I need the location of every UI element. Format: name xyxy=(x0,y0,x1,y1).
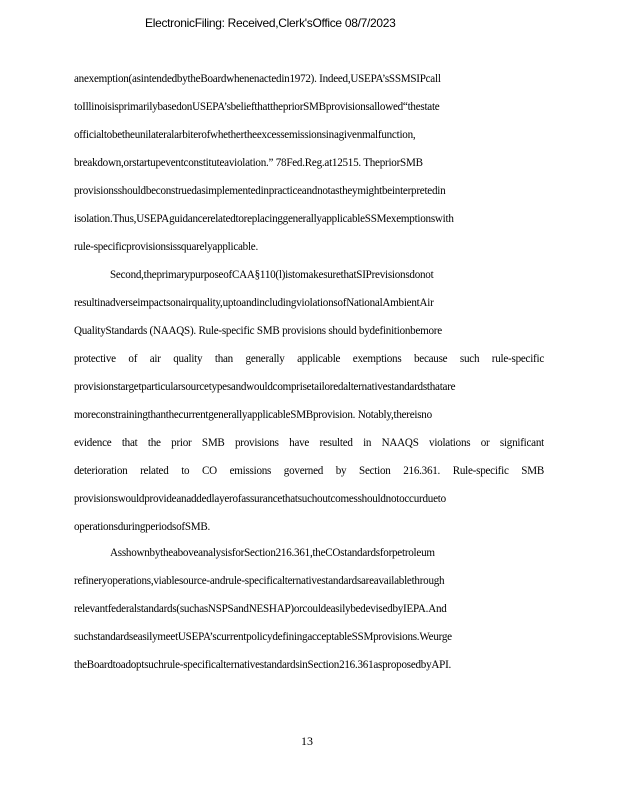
body-line: isolation.Thus,USEPAguidancerelatedtoreplacinggenerallyapplicableSSMexemptionswith xyxy=(74,213,454,225)
body-line: deterioration related to CO emissions governed by Section 216.361. Rule-specific SMB xyxy=(74,465,544,477)
body-line: relevantfederalstandards(suchasNSPSandNESHAP)orcouldeasilybedevisedbyIEPA.And xyxy=(74,603,447,615)
filing-stamp-header: ElectronicFiling: Received,Clerk'sOffice 08/7/2023 xyxy=(145,16,396,30)
body-line: theBoardtoadoptsuchrule-specificalternativestandardsinSection216.361asproposedbyAPI. xyxy=(74,659,452,671)
body-line: Second,theprimarypurposeofCAA§110(l)istomakesurethatSIPrevisionsdonot xyxy=(110,269,434,281)
body-line: provisionstargetparticularsourcetypesandwouldcomprisetailoredalternativestandardsthatare xyxy=(74,381,456,393)
body-line: refineryoperations,viablesource-andrule-specificalternativestandardsareavailablethrough xyxy=(74,575,445,587)
body-line: breakdown,orstartupeventconstituteaviolation.” 78Fed.Reg.at12515. ThepriorSMB xyxy=(74,157,423,169)
body-line: provisionsshouldbeconstruedasimplementedinpracticeandnotastheymightbeinterpretedin xyxy=(74,185,446,197)
body-line: AsshownbytheaboveanalysisforSection216.361,theCOstandardsforpetroleum xyxy=(110,547,435,559)
body-line: resultinadverseimpactsonairquality,uptoandincludingviolationsofNationalAmbientAir xyxy=(74,297,434,309)
body-line: toIllinoisisprimarilybasedonUSEPA’sbeliefthatthepriorSMBprovisionsallowed“thestate xyxy=(74,101,440,113)
body-line: anexemption(asintendedbytheBoardwhenenactedin1972). Indeed,USEPA’sSSMSIPcall xyxy=(74,73,441,85)
body-line: operationsduringperiodsofSMB. xyxy=(74,521,211,533)
body-line: rule-specificprovisionsissquarelyapplicable. xyxy=(74,241,259,253)
page-number: 13 xyxy=(301,734,313,748)
body-line: protective of air quality than generally applicable exemptions because such rule-specific xyxy=(74,353,544,365)
body-line: evidence that the prior SMB provisions have resulted in NAAQS violations or significant xyxy=(74,437,544,449)
body-line: QualityStandards (NAAQS). Rule-specific SMB provisions should bydefinitionbemore xyxy=(74,325,442,337)
body-line: moreconstrainingthanthecurrentgenerallyapplicableSMBprovision. Notably,thereisno xyxy=(74,409,432,421)
body-line: suchstandardseasilymeetUSEPA’scurrentpolicydefiningacceptableSSMprovisions.Weurge xyxy=(74,631,452,643)
body-line: provisionswouldprovideanaddedlayerofassurancethatsuchoutcomesshouldnotoccurdueto xyxy=(74,493,446,505)
body-line: officialtobetheunilateralarbiterofwhethertheexcessemissionsinagivenmalfunction, xyxy=(74,129,416,141)
